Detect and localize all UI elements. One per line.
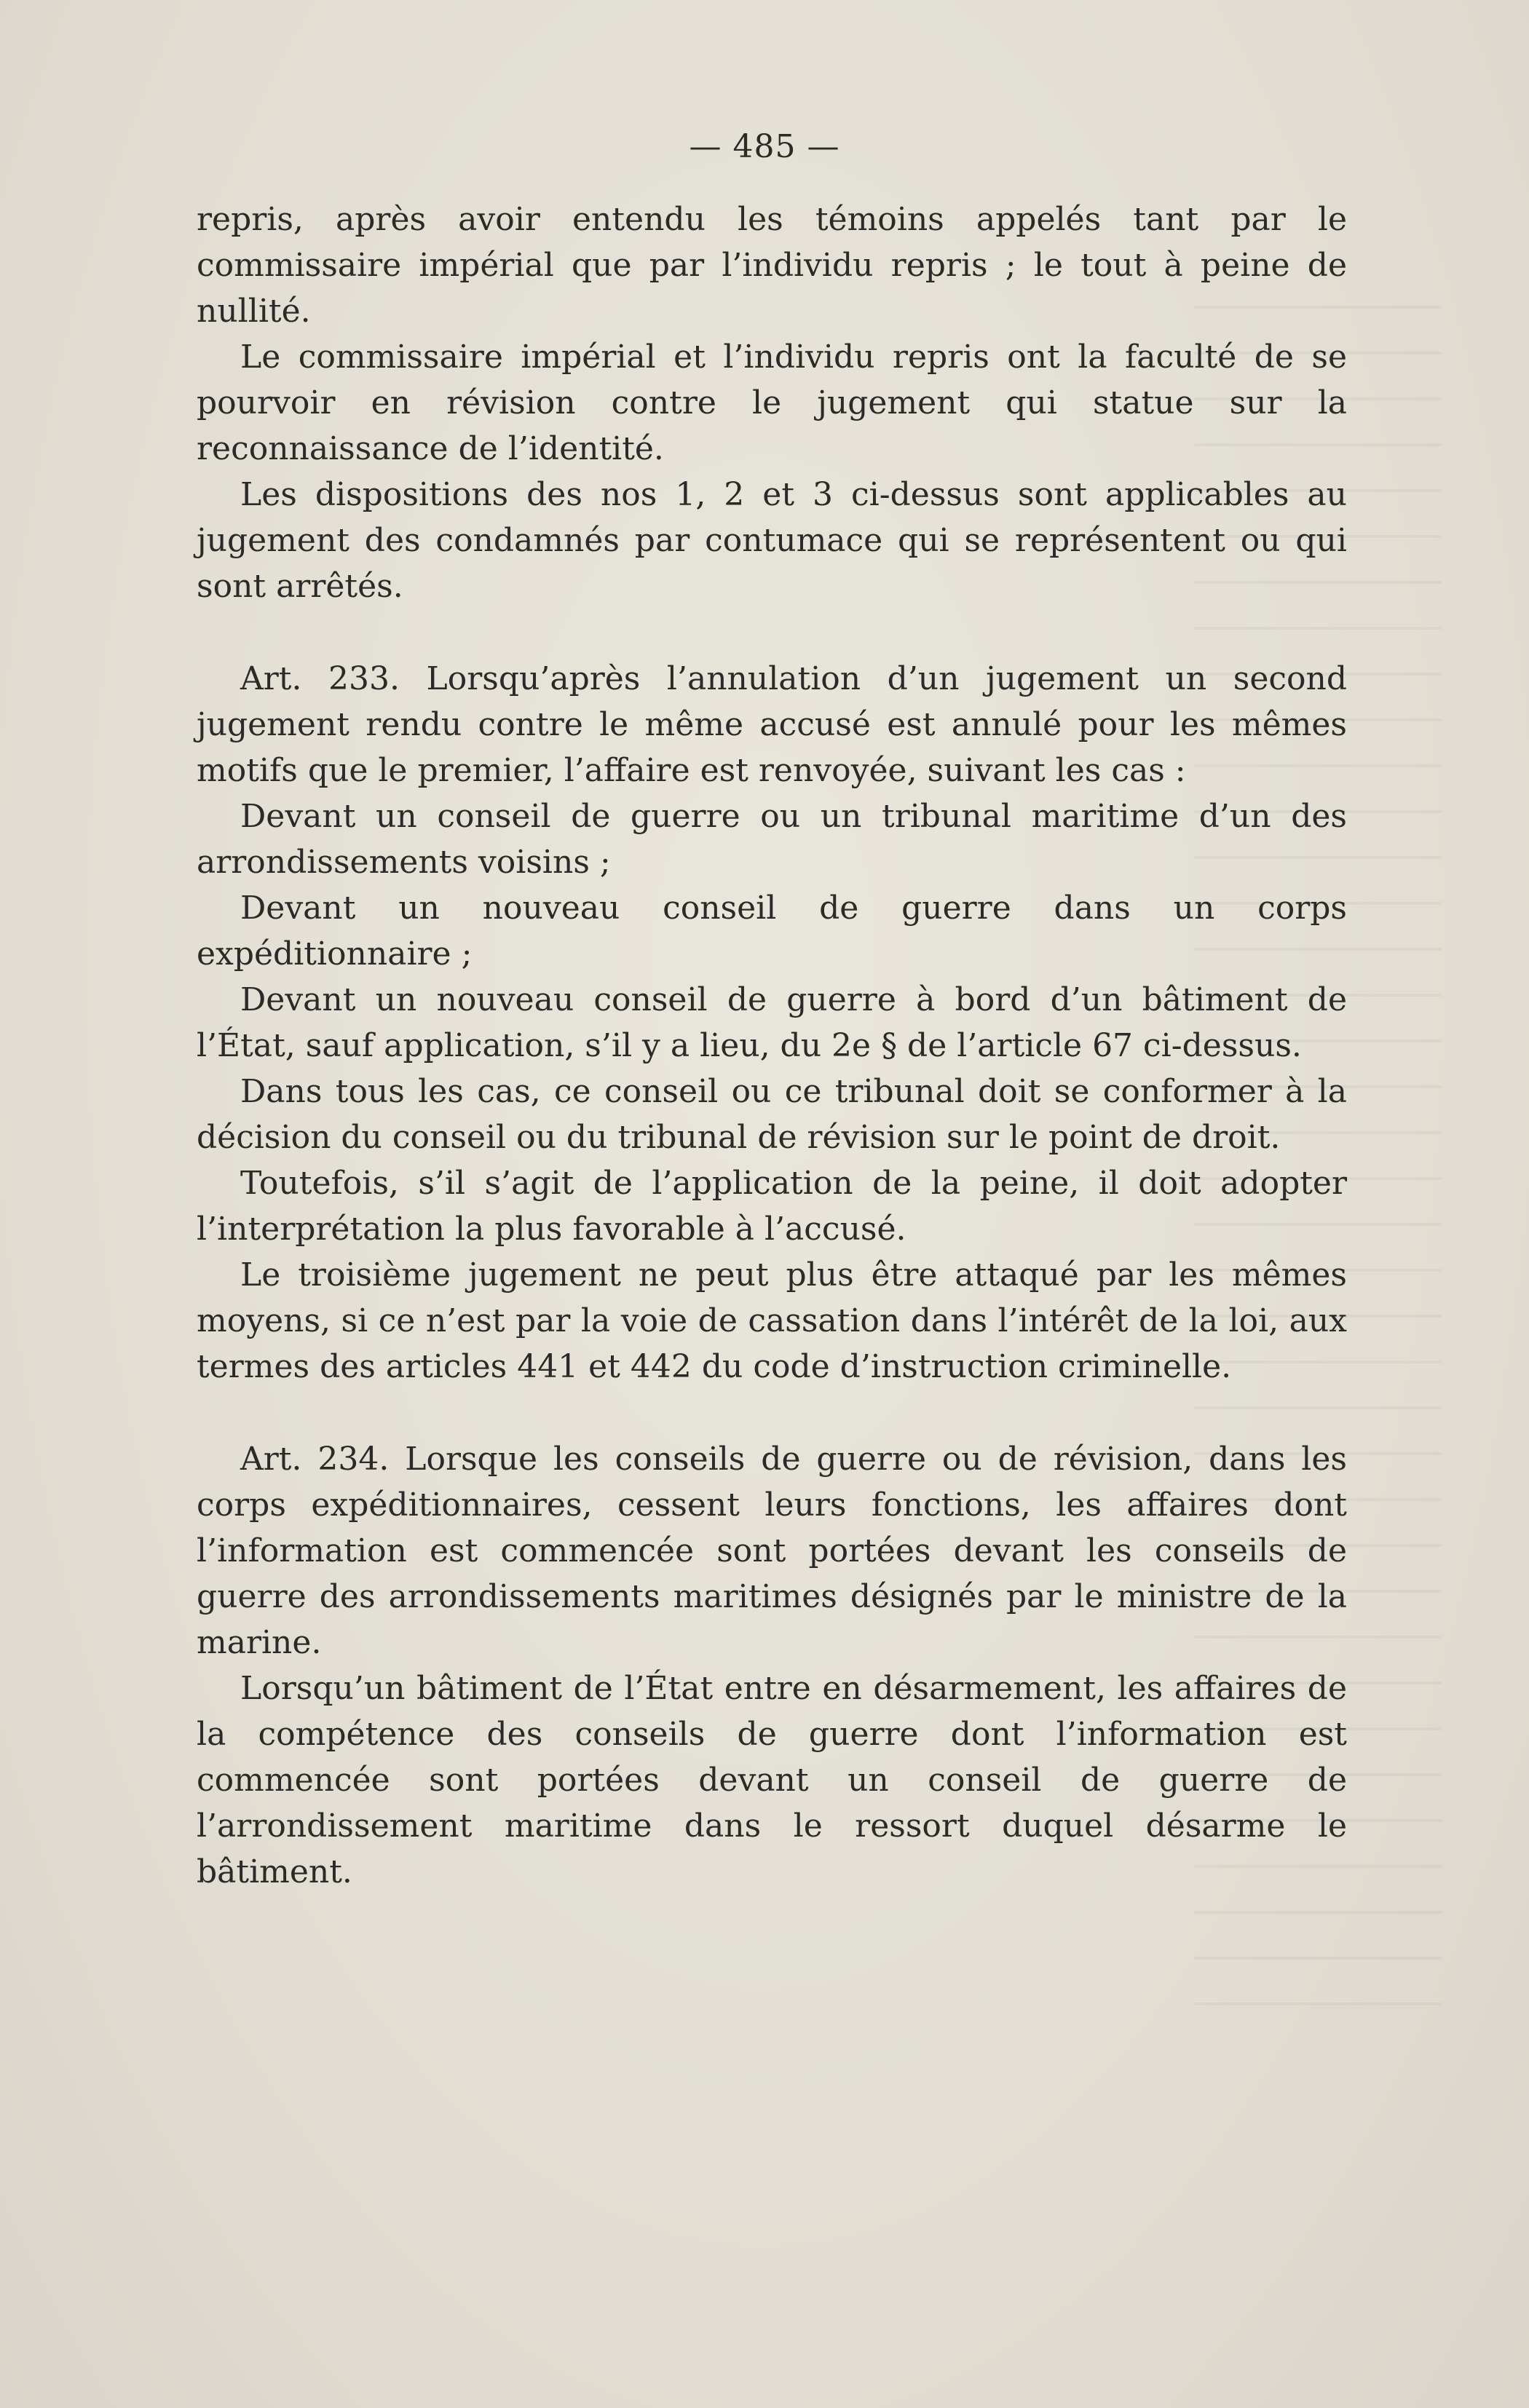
paragraph-case-1: Devant un conseil de guerre ou un tribunal maritime d’un des arrondissements voisins ; — [197, 798, 1347, 881]
paragraph-point-of-law: Dans tous les cas, ce conseil ou ce tribunal doit se conformer à la décision du conseil ou du tribunal de révision sur le point de droit. — [197, 1073, 1347, 1156]
paragraph-favorable-interpretation: Toutefois, s’il s’agit de l’application de la peine, il doit adopter l’interprétation la plus favorable à l’accusé. — [197, 1165, 1347, 1248]
paragraph-continuation: repris, après avoir entendu les témoins appelés tant par le commissaire impérial que par l’individu repris ; le tout à peine de nullité. — [197, 201, 1347, 330]
paragraph-revision-right: Le commissaire impérial et l’individu repris ont la faculté de se pourvoir en révision contre le jugement qui statue sur la reconnaissance de l’identité. — [197, 338, 1347, 467]
paragraph-contumace: Les dispositions des nos 1, 2 et 3 ci-dessus sont applicables au jugement des condamnés par contumace qui se représentent ou qui sont arrêtés. — [197, 476, 1347, 605]
paragraph-disarmament: Lorsqu’un bâtiment de l’État entre en désarmement, les affaires de la compétence des conseils de guerre dont l’information est commencée sont portées devant un conseil de guerre de l’arrondissement maritime dans le ressort duquel désarme le bâtiment. — [197, 1670, 1347, 1890]
body-text — [197, 197, 1347, 1895]
paragraph-case-3: Devant un nouveau conseil de guerre à bord d’un bâtiment de l’État, sauf application, s’il y a lieu, du 2e § de l’article 67 ci-dessus. — [197, 981, 1347, 1064]
page-number: — 485 — — [689, 128, 840, 165]
paragraph-third-judgment: Le troisième jugement ne peut plus être attaqué par les mêmes moyens, si ce n’est par la voie de cassation dans l’intérêt de la loi, aux termes des articles 441 et 442 du code d’instruction criminelle. — [197, 1256, 1347, 1385]
paragraph-case-2: Devant un nouveau conseil de guerre dans un corps expéditionnaire ; — [197, 890, 1347, 973]
article-233: Art. 233. Lorsqu’après l’annulation d’un jugement un second jugement rendu contre le même accusé est annulé pour les mêmes motifs que le premier, l’affaire est renvoyée, suivant les cas : — [197, 660, 1347, 789]
article-234: Art. 234. Lorsque les conseils de guerre ou de révision, dans les corps expéditionnaires, cessent leurs fonctions, les affaires dont l’information est commencée sont portées devant les conseils de guerre des arrondissements maritimes désignés par le ministre de la marine. — [197, 1441, 1347, 1661]
